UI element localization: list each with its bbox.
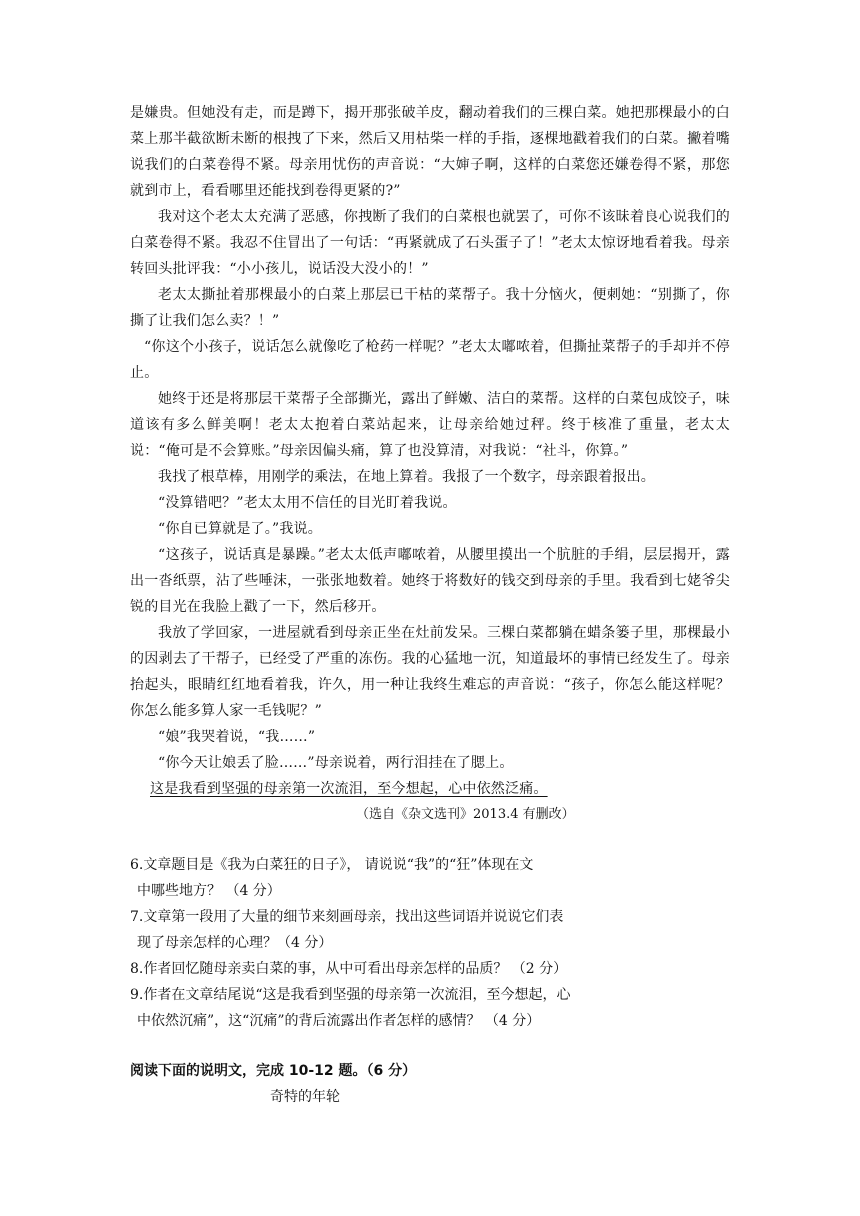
question-8: [130, 956, 730, 982]
document-page: [130, 100, 730, 1110]
source-citation: （选自《杂文选刊》2013.4 有删改）: [356, 807, 575, 822]
story-paragraph-9: “这孩子，说话真是暴躁。”老太太低声嘟哝着，从腰里摸出一个肮脏的手绢，层层揭开，露出一沓纸票，沾了些唾沫，一张张地数着。她终于将数好的钱交到母亲的手里。我看到七姥爷尖锐的目光在我脸上戳了一下，然后移开。: [130, 547, 730, 615]
question-9: [130, 982, 730, 1034]
question-7-line-1: 7.文章第一段用了大量的细节来刻画母亲，找出这些词语并说说它们表: [130, 909, 564, 925]
story-paragraph-12: “你今天让娘丢了脸……”母亲说着，两行泪挂在了腮上。: [158, 755, 514, 771]
story-paragraph-2: 我对这个老太太充满了恶感，你拽断了我们的白菜根也就罢了，可你不该昧着良心说我们的白菜卷得不紧。我忍不住冒出了一句话：“再紧就成了石头蛋子了！”老太太惊讶地看着我。母亲转回头批评我：“小小孩儿，说话没大没小的！”: [130, 209, 730, 277]
underlined-sentence: 这是我看到坚强的母亲第一次流泪，至今想起，心中依然泛痛。: [150, 781, 548, 797]
story-paragraph-1: 是嫌贵。但她没有走，而是蹲下，揭开那张破羊皮，翻动着我们的三棵白菜。她把那棵最小的白菜上那半截欲断未断的根拽了下来，然后又用枯柴一样的手指，逐棵地戳着我们的白菜。撇着嘴说我们的白菜卷得不紧。母亲用忧伤的声音说：“大婶子啊，这样的白菜您还嫌卷得不紧，那您就到市上，看看哪里还能找到卷得更紧的?”: [130, 105, 730, 199]
question-9-line-1: 9.作者在文章结尾说“这是我看到坚强的母亲第一次流泪，至今想起，心: [130, 987, 571, 1003]
story-paragraph-10: 我放了学回家，一进屋就看到母亲正坐在灶前发呆。三棵白菜都躺在蜡条篓子里，那棵最小的因剥去了干帮子，已经受了严重的冻伤。我的心猛地一沉，知道最坏的事情已经发生了。母亲抬起头，眼睛红红地看着我，许久，用一种让我终生难忘的声音说：“孩子，你怎么能这样呢？你怎么能多算人家一毛钱呢？”: [130, 625, 730, 719]
question-8-line-1: 8.作者回忆随母亲卖白菜的事，从中可看出母亲怎样的品质？ （2 分）: [130, 961, 568, 977]
question-6-line-1: 6.文章题目是《我为白菜狂的日子》， 请说说“我”的“狂”体现在文: [130, 857, 534, 873]
question-7: [130, 904, 730, 956]
story-paragraph-5: 她终于还是将那层干菜帮子全部撕光，露出了鲜嫩、洁白的菜帮。这样的白菜包成饺子，味道该有多么鲜美啊！老太太抱着白菜站起来，让母亲给她过秤。终于核准了重量，老太太说：“俺可是不会算账。”母亲因偏头痛，算了也没算清，对我说：“社斗，你算。”: [130, 391, 730, 459]
article-title: 奇特的年轮: [270, 1089, 340, 1105]
questions-list: [130, 852, 730, 1034]
story-paragraph-7: “没算错吧？”老太太用不信任的目光盯着我说。: [158, 495, 457, 511]
spacer: [130, 1034, 730, 1058]
story-paragraph-8: “你自已算就是了。”我说。: [158, 521, 322, 537]
question-6: [130, 852, 730, 904]
story-paragraph-3: 老太太撕扯着那棵最小的白菜上那层已干枯的菜帮子。我十分恼火，便刺她：“别撕了，你撕了让我们怎么卖？！”: [130, 287, 730, 329]
question-6-line-2: 中哪些地方？ （4 分）: [137, 883, 281, 899]
question-9-line-2: 中依然沉痛”，这“沉痛”的背后流露出作者怎样的感情？ （4 分）: [137, 1013, 541, 1029]
story-paragraph-11: “娘”我哭着说，“我……”: [158, 729, 316, 745]
story-closing-line: [130, 776, 730, 802]
section-heading: 阅读下面的说明文，完成 10-12 题。（6 分）: [130, 1063, 417, 1079]
spacer: [130, 828, 730, 852]
story-paragraph-4: “你这个小孩子，说话怎么就像吃了枪药一样呢？”老太太嘟哝着，但撕扯菜帮子的手却并不停止。: [130, 339, 730, 381]
question-7-line-2: 现了母亲怎样的心理？（4 分）: [137, 935, 333, 951]
story-paragraph-6: 我找了根草棒，用刚学的乘法，在地上算着。我报了一个数字，母亲跟着报出。: [158, 469, 655, 485]
